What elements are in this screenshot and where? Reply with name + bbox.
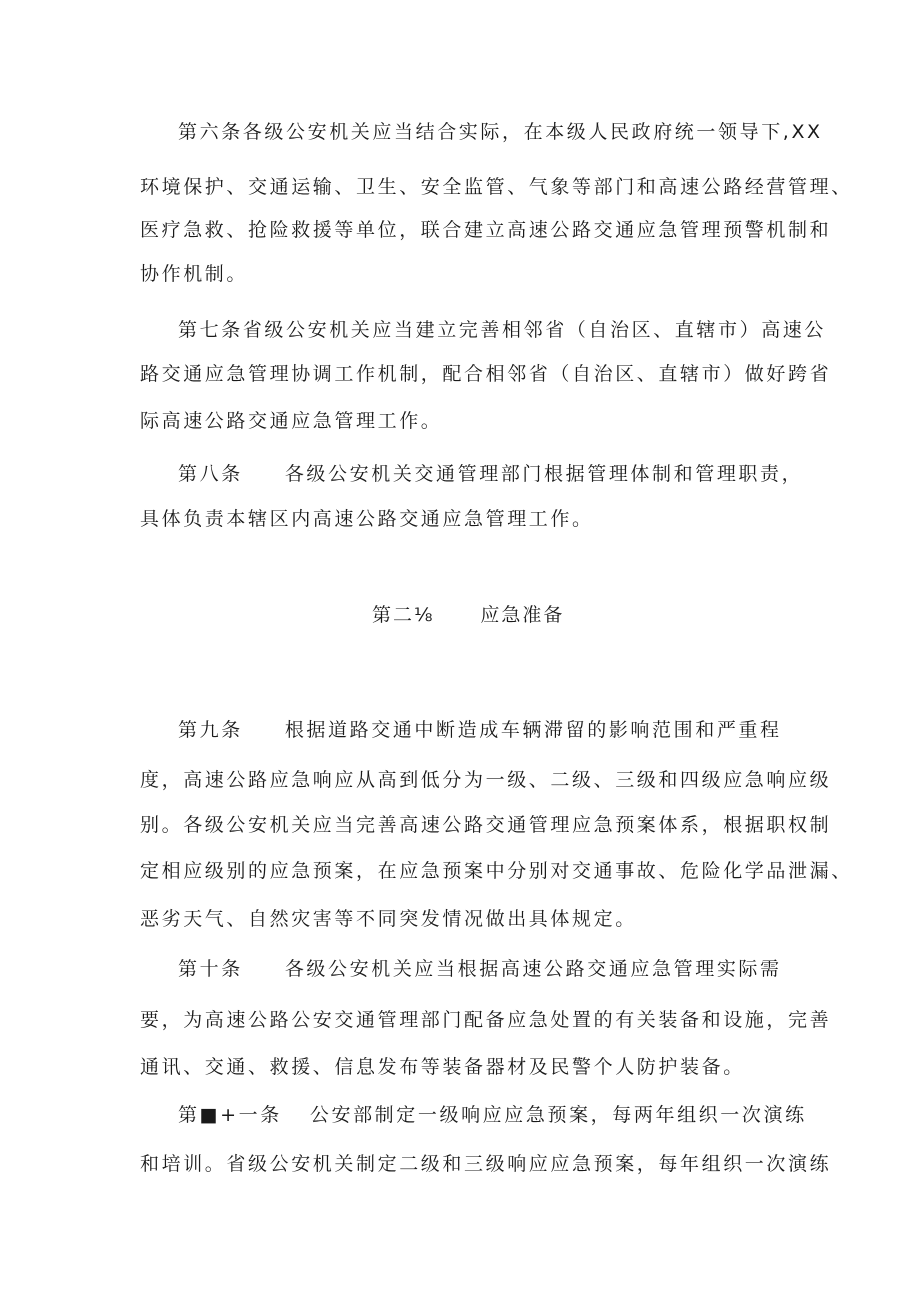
article-9-line-1 [178, 718, 782, 742]
article-8-line-2: 具体负责本辖区内高速公路交通应急管理工作。 [140, 508, 594, 530]
article-9-line-2: 度，高速公路应急响应从高到低分为一级、二级、三级和四级应急响应级 [140, 769, 832, 791]
article-9-line-3: 别。各级公安机关应当完善高速公路交通管理应急预案体系，根据职权制 [140, 814, 832, 836]
article-11-line-2: 和培训。省级公安机关制定二级和三级响应应急预案，每年组织一次演练 [140, 1153, 832, 1175]
article-6-line-4: 协作机制。 [140, 263, 249, 285]
article-10-line-3: 通讯、交通、救援、信息发布等装备器材及民警个人防护装备。 [140, 1056, 745, 1078]
article-6-line-3: 医疗急救、抢险救援等单位，联合建立高速公路交通应急管理预警机制和 [140, 219, 832, 241]
article-10-label: 第十条 [178, 958, 243, 980]
article-11-text: 公安部制定一级响应应急预案，每两年组织一次演练 [309, 1104, 807, 1126]
article-8-label: 第八条 [178, 463, 243, 485]
article-7-line-2: 路交通应急管理协调工作机制，配合相邻省（自治区、直辖市）做好跨省 [140, 363, 832, 385]
article-6-line-1: 第六条各级公安机关应当结合实际，在本级人民政府统一领导下,XX [178, 121, 823, 143]
chapter-title: 应急准备 [480, 604, 565, 626]
article-7-line-3: 际高速公路交通应急管理工作。 [140, 410, 443, 432]
article-9-line-4: 定相应级别的应急预案，在应急预案中分别对交通事故、危险化学品泄漏、 [140, 860, 853, 882]
article-9-text: 根据道路交通中断造成车辆滞留的影响范围和严重程 [284, 719, 782, 741]
article-11-label: 第■+一条 [178, 1104, 282, 1126]
article-10-line-2: 要，为高速公路公安交通管理部门配备应急处置的有关装备和设施，完善 [140, 1009, 832, 1031]
article-9-label: 第九条 [178, 719, 243, 741]
article-9-line-5: 恶劣天气、自然灾害等不同突发情况做出具体规定。 [140, 908, 637, 930]
article-8-line-1 [178, 462, 803, 486]
article-10-text: 各级公安机关应当根据高速公路交通应急管理实际需 [284, 958, 782, 980]
article-11-line-1 [178, 1103, 807, 1127]
article-10-line-1 [178, 957, 782, 981]
article-8-text: 各级公安机关交通管理部门根据管理体制和管理职责， [284, 463, 804, 485]
chapter-number: 第二⅛ [372, 604, 435, 626]
chapter-heading [372, 603, 564, 627]
article-7-line-1: 第七条省级公安机关应当建立完善相邻省（自治区、直辖市）高速公 [178, 319, 827, 341]
article-6-line-2: 环境保护、交通运输、卫生、安全监管、气象等部门和高速公路经营管理、 [140, 176, 853, 198]
